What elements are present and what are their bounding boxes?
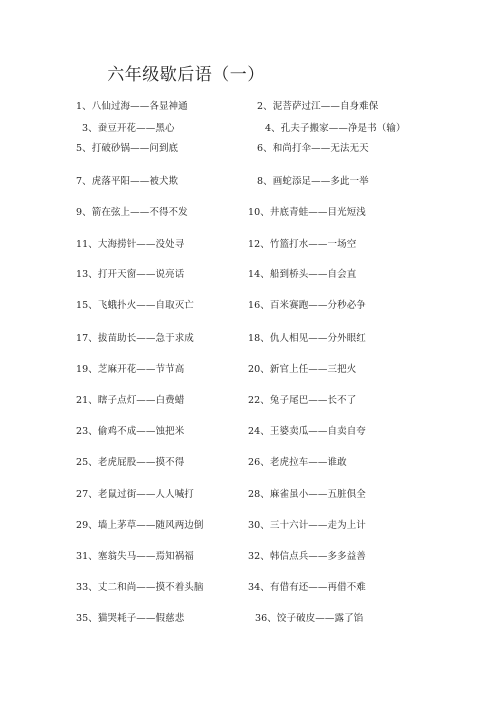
proverb-item: 7、虎落平阳——被犬欺: [76, 176, 179, 187]
proverb-item: 29、墙上茅草——随风两边倒: [76, 520, 204, 531]
proverb-item: 26、老虎拉车——谁敢: [248, 457, 347, 468]
proverb-item: 15、飞蛾扑火——自取灭亡: [76, 300, 194, 311]
proverb-item: 20、新官上任——三把火: [248, 364, 357, 375]
proverb-item: 36、饺子破皮——露了馅: [255, 613, 364, 624]
proverb-item: 1、八仙过海——各显神通: [76, 101, 188, 112]
proverb-item: 5、打破砂锅——问到底: [76, 143, 179, 154]
proverb-item: 31、塞翁失马——焉知祸福: [76, 551, 194, 562]
proverb-item: 18、仇人相见——分外眼红: [248, 333, 366, 344]
proverb-item: 13、打开天窗——说亮话: [76, 269, 185, 280]
proverb-item: 14、船到桥头——自会直: [248, 269, 357, 280]
proverb-item: 32、韩信点兵——多多益善: [248, 551, 366, 562]
proverb-item: 11、大海捞针——没处寻: [76, 239, 185, 250]
proverb-item: 27、老鼠过街——人人喊打: [76, 489, 194, 500]
proverb-item: 22、兔子尾巴——长不了: [248, 395, 357, 406]
proverb-item: 24、王婆卖瓜——自卖自夸: [248, 426, 366, 437]
proverb-item: 28、麻雀虽小——五脏俱全: [248, 489, 366, 500]
proverb-item: 19、芝麻开花——节节高: [76, 364, 185, 375]
proverb-item: 30、三十六计——走为上计: [248, 520, 366, 531]
proverb-item: 23、偷鸡不成——蚀把米: [76, 426, 185, 437]
proverb-item: 8、画蛇添足——多此一举: [257, 176, 369, 187]
proverb-item: 25、老虎屁股——摸不得: [76, 457, 185, 468]
proverb-item: 33、丈二和尚——摸不着头脑: [76, 582, 204, 593]
proverb-item: 4、孔夫子搬家——净是书（输）: [265, 123, 406, 134]
proverb-item: 10、井底青蛙——目光短浅: [248, 207, 366, 218]
page-title: 六年级歇后语（一）: [107, 65, 265, 85]
proverb-item: 17、拔苗助长——急于求成: [76, 333, 194, 344]
proverb-item: 35、猫哭耗子——假慈悲: [76, 613, 185, 624]
proverb-item: 16、百米赛跑——分秒必争: [248, 300, 366, 311]
proverb-item: 6、和尚打伞——无法无天: [257, 143, 369, 154]
proverb-item: 34、有借有还——再借不难: [248, 582, 366, 593]
proverb-item: 12、竹篮打水——一场空: [248, 239, 357, 250]
proverb-item: 3、蚕豆开花——黑心: [82, 123, 175, 134]
proverb-item: 2、泥菩萨过江——自身难保: [257, 101, 379, 112]
proverb-item: 9、箭在弦上——不得不发: [76, 207, 188, 218]
proverb-item: 21、瞎子点灯——白费蜡: [76, 395, 185, 406]
